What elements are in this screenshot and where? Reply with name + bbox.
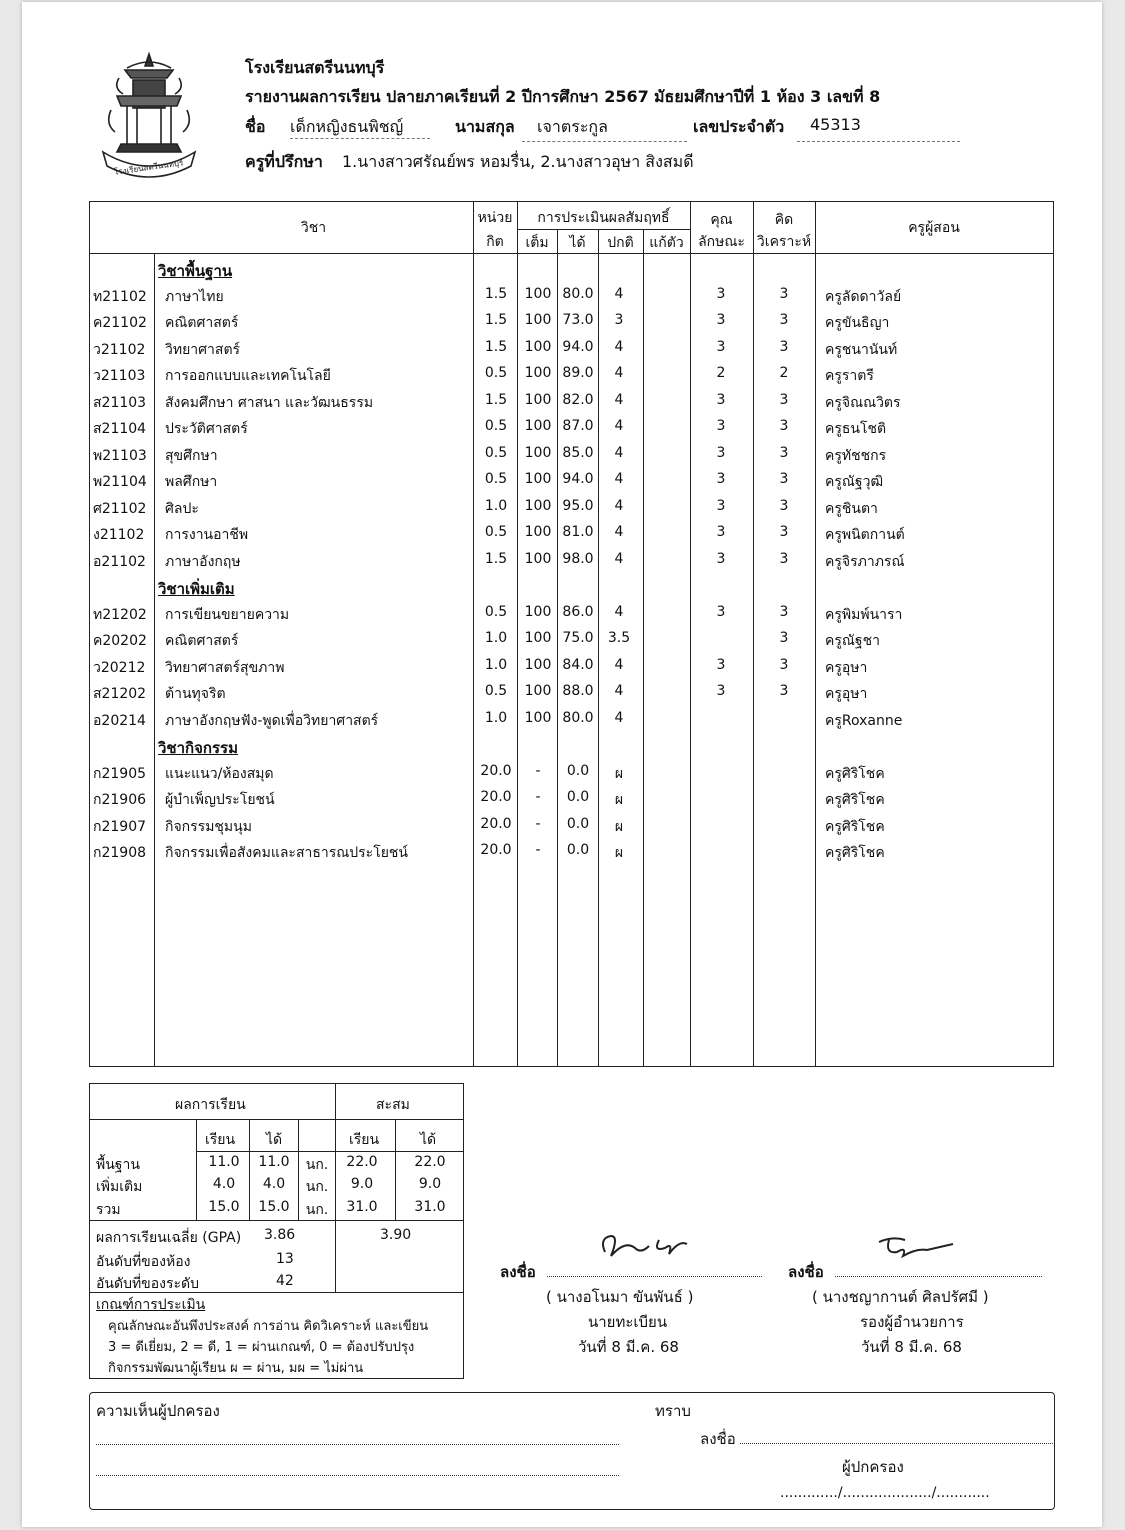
cell-name: ประวัติศาสตร์ (165, 421, 248, 437)
cell-teacher: ครูจิณณวิตร (825, 394, 901, 411)
cell-full: 100 (524, 630, 552, 646)
cell-credit: 0.5 (484, 524, 508, 540)
summary-got: 4.0 (262, 1176, 286, 1192)
report-title-text: รายงานผลการเรียน ปลายภาคเรียนที่ 2 ปีการศึกษา 2567 (245, 87, 649, 106)
cell-code: ง21102 (93, 527, 145, 543)
col-divider (598, 229, 599, 1067)
header-fix: แก้ตัว (649, 235, 684, 251)
deputy-name: ( นางชญากานต์ ศิลปรัศมี ) (812, 1288, 989, 1306)
cell-char: 3 (716, 524, 726, 540)
registrar-sign-line (547, 1276, 762, 1277)
cell-grade: 4 (614, 497, 624, 514)
summary-cum_got: 31.0 (414, 1199, 446, 1215)
header-assessment: การประเมินผลสัมฤทธิ์ (537, 210, 670, 226)
cell-credit: 1.0 (484, 497, 508, 514)
cell-credit: 20.0 (480, 842, 512, 858)
summary-divider (298, 1119, 299, 1220)
cell-name: ภาษาไทย (165, 288, 224, 305)
cell-teacher: ครูลัดดาวัลย์ (825, 288, 902, 305)
cell-full: 100 (524, 524, 552, 540)
cell-teacher: ครูชนานันท์ (825, 341, 898, 358)
parent-opinion-label: ความเห็นผู้ปกครอง (96, 1402, 220, 1420)
registrar-role: นายทะเบียน (588, 1313, 668, 1331)
surname-dotline (522, 141, 687, 142)
surname-label: นามสกุล (455, 117, 515, 136)
cell-code: ก21905 (93, 765, 147, 782)
parent-sign-label: ลงชื่อ (700, 1430, 736, 1448)
cell-code: อ20214 (93, 712, 146, 729)
cell-teacher: ครูขันธิญา (825, 315, 890, 331)
cell-teacher: ครูชินตา (825, 500, 878, 517)
header-got: ได้ (569, 235, 586, 251)
surname-value: เจาตระกูล (537, 117, 608, 136)
cell-name: การงานอาชีพ (165, 527, 249, 543)
cell-credit: 0.5 (484, 683, 508, 699)
cell-think: 3 (779, 524, 789, 540)
header-character-1: คุณ (710, 212, 733, 228)
cell-full: - (535, 842, 541, 858)
cell-score: 95.0 (562, 497, 594, 514)
cell-credit: 20.0 (480, 815, 512, 832)
summary-cum_study: 22.0 (346, 1154, 378, 1170)
cell-name: คณิตศาสตร์ (165, 633, 239, 649)
summary-divider (90, 1220, 463, 1221)
cell-char: 2 (716, 365, 726, 381)
cell-char: 3 (716, 312, 726, 328)
school-logo-icon (97, 48, 201, 180)
cell-credit: 0.5 (484, 471, 508, 487)
summary-cum-got-header: ได้ (420, 1132, 437, 1148)
cell-char: 3 (716, 497, 726, 514)
cell-think: 3 (779, 312, 789, 328)
cell-grade: 4 (614, 338, 624, 355)
cell-think: 3 (779, 444, 789, 461)
summary-unit: นก. (305, 1179, 329, 1195)
cell-teacher: ครูจิรภาภรณ์ (825, 553, 905, 570)
summary-unit: นก. (305, 1157, 329, 1173)
registrar-date: วันที่ 8 มี.ค. 68 (578, 1338, 679, 1356)
student-id-value: 45313 (810, 115, 861, 134)
cell-credit: 1.5 (484, 312, 508, 328)
cell-char: 3 (716, 444, 726, 461)
cell-code: ส21103 (93, 394, 147, 411)
summary-cum_got: 9.0 (418, 1176, 442, 1192)
cell-full: - (535, 789, 541, 805)
cell-name: การเขียนขยายความ (165, 606, 290, 623)
summary-got: 15.0 (258, 1199, 290, 1215)
section-heading-activity: วิชากิจกรรม (158, 739, 238, 757)
cell-credit: 0.5 (484, 365, 508, 381)
cell-think: 3 (779, 683, 789, 699)
cell-score: 86.0 (562, 603, 594, 620)
cell-code: ว21103 (93, 368, 146, 384)
name-dotline (290, 138, 430, 139)
cell-full: 100 (524, 550, 552, 567)
cell-grade: 4 (614, 709, 624, 726)
cell-score: 87.0 (562, 418, 594, 434)
cell-name: กิจกรรมชุมนุม (165, 818, 252, 835)
summary-got: 11.0 (258, 1154, 290, 1170)
registrar-signature-icon (595, 1230, 695, 1268)
cell-think: 3 (779, 338, 789, 355)
cell-teacher: ครูณัฐวุฒิ (825, 474, 884, 490)
cell-score: 0.0 (566, 762, 590, 779)
cell-grade: ผ (614, 845, 624, 861)
cell-think: 3 (779, 497, 789, 514)
cell-score: 88.0 (562, 683, 594, 699)
cell-char: 3 (716, 656, 726, 673)
summary-unit: นก. (305, 1202, 329, 1218)
section-heading-extra: วิชาเพิ่มเติม (158, 580, 235, 598)
cell-char: 3 (716, 683, 726, 699)
summary-study: 4.0 (212, 1176, 236, 1192)
summary-got-header: ได้ (266, 1132, 283, 1148)
cell-grade: 4 (614, 285, 624, 302)
id-dotline (797, 141, 960, 142)
cell-credit: 0.5 (484, 444, 508, 461)
cell-char: 3 (716, 550, 726, 567)
rank-room-value: 13 (276, 1251, 294, 1267)
cell-score: 84.0 (562, 656, 594, 673)
col-divider (690, 202, 691, 1067)
summary-study: 11.0 (208, 1154, 240, 1170)
cell-full: 100 (524, 709, 552, 726)
cell-teacher: ครูอุษา (825, 686, 868, 702)
cell-code: ส21202 (93, 686, 147, 702)
header-divider (517, 229, 690, 230)
parent-date-slots[interactable]: ............./..................../............ (780, 1485, 990, 1501)
cell-name: สุขศึกษา (165, 447, 218, 464)
cell-code: ว20212 (93, 659, 146, 676)
deputy-sign-line (835, 1276, 1042, 1277)
cell-char: 3 (716, 285, 726, 302)
rank-level-label: อันดับที่ของระดับ (96, 1276, 200, 1292)
cell-credit: 1.0 (484, 630, 508, 646)
cell-score: 89.0 (562, 365, 594, 381)
summary-cum-study-header: เรียน (349, 1132, 380, 1148)
gpa-value: 3.86 (264, 1227, 296, 1243)
parent-opinion-line-2[interactable] (96, 1475, 619, 1476)
cell-credit: 1.5 (484, 285, 508, 302)
cell-credit: 0.5 (484, 418, 508, 434)
summary-result-header: ผลการเรียน (175, 1097, 246, 1113)
cell-score: 75.0 (562, 630, 594, 646)
cell-score: 81.0 (562, 524, 594, 540)
cell-name: คณิตศาสตร์ (165, 315, 239, 331)
cell-grade: 4 (614, 444, 624, 461)
cell-score: 98.0 (562, 550, 594, 567)
cell-full: 100 (524, 497, 552, 514)
parent-ack-label: ทราบ (655, 1402, 691, 1420)
cell-full: 100 (524, 683, 552, 699)
cell-char: 3 (716, 338, 726, 355)
deputy-signature-icon (875, 1232, 959, 1262)
parent-sign-line[interactable] (740, 1443, 1053, 1444)
cell-grade: 3.5 (607, 630, 631, 646)
cell-credit: 1.5 (484, 550, 508, 567)
header-credit-2: กิต (486, 234, 504, 250)
advisor-label: ครูที่ปรึกษา (245, 152, 323, 171)
cell-grade: 4 (614, 365, 624, 381)
cell-teacher: ครูศิริโชค (825, 818, 885, 835)
deputy-date: วันที่ 8 มี.ค. 68 (861, 1338, 962, 1356)
gpa-label: ผลการเรียนเฉลี่ย (GPA) (96, 1230, 242, 1246)
cell-code: ท21202 (93, 606, 147, 623)
cell-name: การออกแบบและเทคโนโลยี (165, 368, 331, 384)
cell-credit: 1.0 (484, 709, 508, 726)
parent-opinion-line-1[interactable] (96, 1444, 619, 1445)
rank-level-value: 42 (276, 1273, 294, 1289)
cell-teacher: ครูศิริโชค (825, 792, 885, 808)
cell-score: 82.0 (562, 391, 594, 408)
cell-teacher: ครูณัฐชา (825, 633, 880, 649)
cell-char: 3 (716, 471, 726, 487)
col-divider (643, 229, 644, 1067)
gpa-cumulative-value: 3.90 (380, 1227, 412, 1243)
parent-role-label: ผู้ปกครอง (842, 1458, 904, 1476)
cell-think: 3 (779, 630, 789, 646)
cell-full: 100 (524, 391, 552, 408)
header-think-1: คิด (774, 212, 794, 228)
cell-grade: 4 (614, 550, 624, 567)
deputy-sign-label: ลงชื่อ (788, 1263, 824, 1281)
cell-char: 3 (716, 603, 726, 620)
cell-name: ต้านทุจริต (165, 686, 226, 702)
summary-divider (90, 1119, 463, 1120)
col-divider (815, 202, 816, 1067)
cell-credit: 20.0 (480, 762, 512, 779)
cell-score: 94.0 (562, 338, 594, 355)
grade-class-label: มัธยมศึกษาปีที่ 1 ห้อง 3 เลขที่ 8 (654, 87, 881, 106)
cell-grade: ผ (614, 792, 624, 808)
cell-code: ค20202 (93, 633, 147, 649)
cell-think: 3 (779, 471, 789, 487)
cell-full: - (535, 815, 541, 832)
cell-full: 100 (524, 338, 552, 355)
cell-full: 100 (524, 656, 552, 673)
cell-score: 80.0 (562, 709, 594, 726)
cell-score: 73.0 (562, 312, 594, 328)
summary-divider (335, 1084, 336, 1220)
cell-grade: 4 (614, 391, 624, 408)
summary-divider (395, 1119, 396, 1220)
summary-divider (335, 1220, 336, 1292)
header-think-2: วิเคราะห์ (756, 234, 812, 250)
registrar-sign-label: ลงชื่อ (500, 1263, 536, 1281)
summary-label: เพิ่มเติม (96, 1179, 143, 1195)
summary-study-header: เรียน (205, 1132, 236, 1148)
cell-teacher: ครูธนโชติ (825, 421, 887, 437)
cell-grade: 4 (614, 524, 624, 540)
summary-divider (196, 1119, 197, 1220)
cell-grade: 3 (614, 312, 624, 328)
cell-code: ค21102 (93, 315, 147, 331)
cell-code: พ21103 (93, 447, 147, 464)
cell-grade: 4 (614, 471, 624, 487)
name-value: เด็กหญิงธนพิชญ์ (290, 117, 404, 136)
cell-full: 100 (524, 418, 552, 434)
section-heading-basic: วิชาพื้นฐาน (158, 262, 233, 280)
header-subject: วิชา (300, 220, 327, 236)
cell-teacher: ครูศิริโชค (825, 845, 885, 861)
cell-score: 94.0 (562, 471, 594, 487)
cell-name: สังคมศึกษา ศาสนา และวัฒนธรรม (165, 394, 374, 411)
cell-code: อ21102 (93, 553, 146, 570)
cell-score: 0.0 (566, 815, 590, 832)
cell-name: แนะแนว/ห้องสมุด (165, 765, 274, 782)
cell-score: 0.0 (566, 842, 590, 858)
cell-char: 3 (716, 418, 726, 434)
col-divider (154, 253, 155, 1067)
cell-full: 100 (524, 312, 552, 328)
summary-divider (196, 1151, 463, 1152)
cell-think: 3 (779, 603, 789, 620)
cell-score: 85.0 (562, 444, 594, 461)
cell-teacher: ครูRoxanne (825, 712, 903, 729)
student-id-label: เลขประจำตัว (693, 117, 785, 136)
cell-grade: ผ (614, 818, 624, 835)
cell-credit: 1.5 (484, 338, 508, 355)
cell-code: ก21906 (93, 792, 147, 808)
col-divider (753, 202, 754, 1067)
cell-credit: 20.0 (480, 789, 512, 805)
summary-cum_study: 31.0 (346, 1199, 378, 1215)
cell-name: วิทยาศาสตร์สุขภาพ (165, 659, 285, 676)
rank-room-label: อันดับที่ของห้อง (96, 1254, 191, 1270)
cell-think: 3 (779, 418, 789, 434)
cell-grade: 4 (614, 656, 624, 673)
cell-code: ว21102 (93, 341, 146, 358)
school-name: โรงเรียนสตรีนนทบุรี (245, 58, 385, 77)
summary-label: รวม (96, 1202, 121, 1218)
col-divider (557, 229, 558, 1067)
cell-full: 100 (524, 285, 552, 302)
cell-full: 100 (524, 603, 552, 620)
cell-code: ท21102 (93, 288, 147, 305)
criteria-line-1: คุณลักษณะอันพึงประสงค์ การอ่าน คิดวิเคราะห์ และเขียน (108, 1319, 429, 1334)
cell-full: 100 (524, 365, 552, 381)
cell-grade: 4 (614, 418, 624, 434)
cell-credit: 1.0 (484, 656, 508, 673)
cell-grade: 4 (614, 683, 624, 699)
criteria-title: เกณฑ์การประเมิน (96, 1297, 206, 1313)
cell-full: 100 (524, 471, 552, 487)
header-character-2: ลักษณะ (698, 234, 745, 250)
cell-name: ภาษาอังกฤษ (165, 553, 241, 570)
criteria-line-3: กิจกรรมพัฒนาผู้เรียน ผ = ผ่าน, มผ = ไม่ผ่าน (108, 1361, 364, 1376)
cell-name: พลศึกษา (165, 474, 218, 490)
summary-cumulative-header: สะสม (376, 1097, 410, 1113)
cell-teacher: ครูอุษา (825, 659, 868, 676)
name-label: ชื่อ (245, 117, 266, 136)
cell-teacher: ครูราตรี (825, 368, 874, 384)
header-full: เต็ม (525, 235, 549, 251)
cell-name: ศิลปะ (165, 500, 199, 517)
cell-teacher: ครูพิมพ์นารา (825, 606, 903, 623)
cell-code: ก21907 (93, 818, 147, 835)
cell-name: ผู้บำเพ็ญประโยชน์ (165, 792, 275, 808)
cell-full: 100 (524, 444, 552, 461)
cell-code: พ21104 (93, 474, 147, 490)
cell-code: ก21908 (93, 845, 147, 861)
cell-name: ภาษาอังกฤษฟัง-พูดเพื่อวิทยาศาสตร์ (165, 712, 379, 729)
cell-grade: 4 (614, 603, 624, 620)
summary-cum_got: 22.0 (414, 1154, 446, 1170)
cell-teacher: ครูพนิตกานต์ (825, 527, 905, 543)
cell-score: 80.0 (562, 285, 594, 302)
svg-text:โรงเรียนสตรีนนทบุรี: โรงเรียนสตรีนนทบุรี (113, 158, 184, 177)
cell-think: 3 (779, 391, 789, 408)
criteria-line-2: 3 = ดีเยี่ยม, 2 = ดี, 1 = ผ่านเกณฑ์, 0 = ต้องปรับปรุง (108, 1340, 415, 1355)
cell-name: กิจกรรมเพื่อสังคมและสาธารณประโยชน์ (165, 845, 408, 861)
report-title (245, 85, 649, 110)
header-credit-1: หน่วย (477, 210, 513, 226)
cell-full: - (535, 762, 541, 779)
cell-think: 3 (779, 656, 789, 673)
cell-code: ส21104 (93, 421, 147, 437)
header-normal: ปกติ (607, 235, 634, 251)
cell-think: 2 (779, 365, 789, 381)
cell-credit: 0.5 (484, 603, 508, 620)
header-teacher: ครูผู้สอน (908, 220, 960, 236)
cell-char: 3 (716, 391, 726, 408)
advisor-value: 1.นางสาวศรัณย์พร หอมรื่น, 2.นางสาวอุษา สิงสมดี (342, 152, 694, 171)
summary-cum_study: 9.0 (350, 1176, 374, 1192)
deputy-role: รองผู้อำนวยการ (860, 1313, 964, 1331)
summary-label: พื้นฐาน (96, 1157, 140, 1173)
summary-study: 15.0 (208, 1199, 240, 1215)
cell-score: 0.0 (566, 789, 590, 805)
cell-name: วิทยาศาสตร์ (165, 341, 241, 358)
cell-grade: ผ (614, 765, 624, 782)
cell-think: 3 (779, 550, 789, 567)
cell-teacher: ครูศิริโชค (825, 765, 885, 782)
cell-credit: 1.5 (484, 391, 508, 408)
registrar-name: ( นางอโนมา ขันพันธ์ ) (546, 1288, 694, 1306)
cell-teacher: ครูทัชชกร (825, 447, 887, 464)
cell-code: ศ21102 (93, 500, 147, 517)
cell-think: 3 (779, 285, 789, 302)
